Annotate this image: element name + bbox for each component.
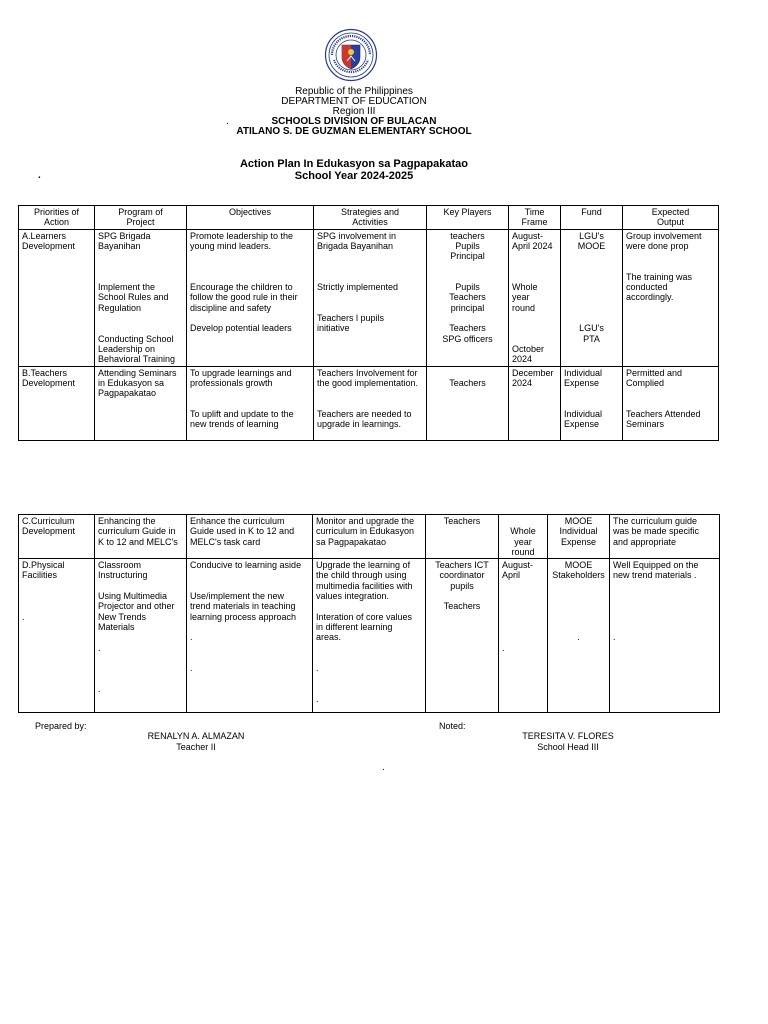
- school-year: School Year 2024-2025: [294, 170, 414, 182]
- table-cell: Well Equipped on the new trend materials . .: [610, 559, 720, 713]
- republic-line: Republic of the Philippines: [295, 86, 413, 97]
- table-cell: A.Learners Development: [19, 229, 95, 366]
- table-cell: Conducive to learning aside Use/implement the new trend materials in teaching learning process approach . .: [187, 559, 313, 713]
- table-cell: Classroom Instructuring Using Multimedia Projector and other New Trends Materials . .: [95, 559, 187, 713]
- table-cell: August- April .: [499, 559, 548, 713]
- table-row: [19, 366, 719, 440]
- school-line: ATILANO S. DE GUZMAN ELEMENTARY SCHOOL: [236, 126, 472, 137]
- action-plan-table-1: [18, 205, 719, 441]
- table-cell: Teachers: [426, 515, 499, 559]
- table-cell: December 2024: [509, 366, 561, 440]
- table-cell: Enhancing the curriculum Guide in K to 12 and MELC's: [95, 515, 187, 559]
- table-cell: B.Teachers Development: [19, 366, 95, 440]
- document-title: Action Plan In Edukasyon sa Pagpapakatao: [239, 158, 468, 170]
- table-cell: Individual Expense Individual Expense: [561, 366, 623, 440]
- table-header-row: [19, 206, 719, 230]
- prepared-by-name: RENALYN A. ALMAZAN: [147, 731, 245, 741]
- noted-title: School Head III: [537, 742, 599, 752]
- table-cell: SPG involvement in Brigada Bayanihan Strictly implemented Teachers l pupils initiative: [314, 229, 427, 366]
- prepared-by-title: Teacher II: [176, 742, 216, 752]
- table-row: [19, 229, 719, 366]
- table-cell: C.Curriculum Development: [19, 515, 95, 559]
- table-cell: Attending Seminars in Edukasyon sa Pagpapakatao: [95, 366, 187, 440]
- table-cell: Upgrade the learning of the child through using multimedia facilities with values integration. Interation of core values in different learning areas. . .: [313, 559, 426, 713]
- table-cell: Enhance the curriculum Guide used in K to 12 and MELC's task card: [187, 515, 313, 559]
- table-cell: August- April 2024 Whole year round October 2024: [509, 229, 561, 366]
- table-cell: MOOE Stakeholders .: [548, 559, 610, 713]
- action-plan-table-2: [18, 514, 720, 713]
- header-time-frame: Time Frame: [509, 206, 561, 230]
- division-line: SCHOOLS DIVISION OF BULACAN: [271, 116, 437, 127]
- table-cell: teachers Pupils Principal Pupils Teachers principal Teachers SPG officers: [427, 229, 509, 366]
- table-cell: D.Physical Facilities .: [19, 559, 95, 713]
- header-objectives: Objectives: [187, 206, 314, 230]
- stray-dot: .: [226, 116, 229, 127]
- stray-dot: .: [38, 170, 41, 181]
- noted-name: TERESITA V. FLORES: [522, 731, 614, 741]
- table-cell: Teachers ICT coordinator pupils Teachers: [426, 559, 499, 713]
- region-line: Region III: [332, 106, 376, 117]
- table-cell: Teachers Involvement for the good implementation. Teachers are needed to upgrade in learnings.: [314, 366, 427, 440]
- table-cell: To upgrade learnings and professionals growth To uplift and update to the new trends of learning: [187, 366, 314, 440]
- deped-seal-icon: [324, 28, 378, 82]
- header-fund: Fund: [561, 206, 623, 230]
- table-row: [19, 559, 720, 713]
- header-strategies: Strategies and Activities: [314, 206, 427, 230]
- noted-label: Noted:: [439, 721, 466, 731]
- prepared-by-label: Prepared by:: [35, 721, 87, 731]
- table-cell: Permitted and Complied Teachers Attended Seminars: [623, 366, 719, 440]
- table-cell: LGU's MOOE LGU's PTA: [561, 229, 623, 366]
- table-cell: Whole year round: [499, 515, 548, 559]
- header-priorities: Priorities of Action: [19, 206, 95, 230]
- table-cell: MOOE Individual Expense: [548, 515, 610, 559]
- table-cell: Group involvement were done prop The training was conducted accordingly.: [623, 229, 719, 366]
- stray-dot: .: [382, 762, 385, 773]
- table-cell: SPG Brigada Bayanihan Implement the School Rules and Regulation Conducting School Leadership on Behavioral Training: [95, 229, 187, 366]
- table-cell: Promote leadership to the young mind leaders. Encourage the children to follow the good rule in their discipline and safety Develop potential leaders: [187, 229, 314, 366]
- department-line: DEPARTMENT OF EDUCATION: [281, 96, 427, 107]
- table-row: [19, 515, 720, 559]
- header-key-players: Key Players: [427, 206, 509, 230]
- table-cell: Teachers: [427, 366, 509, 440]
- table-cell: The curriculum guide was be made specific and appropriate: [610, 515, 720, 559]
- header-program: Program of Project: [95, 206, 187, 230]
- header-expected-output: Expected Output: [623, 206, 719, 230]
- table-cell: Monitor and upgrade the curriculum in Edukasyon sa Pagpapakatao: [313, 515, 426, 559]
